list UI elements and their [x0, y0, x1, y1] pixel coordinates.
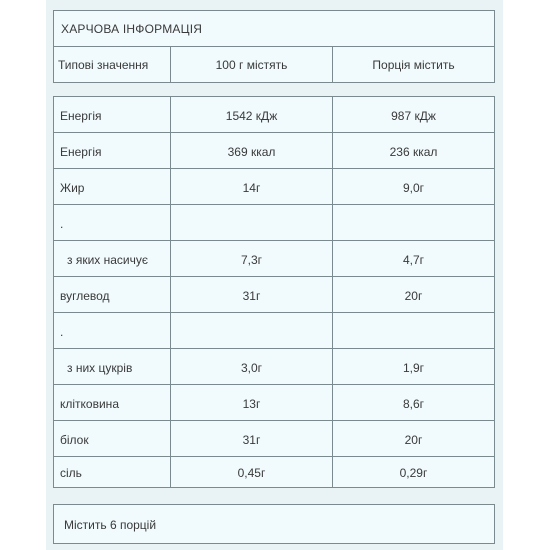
- nutrient-label: сіль: [60, 466, 82, 480]
- nutrient-label: .: [60, 217, 64, 231]
- column-header-per-100g: 100 г містять: [170, 47, 332, 82]
- nutrient-label: з яких насичує: [67, 253, 148, 267]
- value-per-100g: 7,3г: [170, 241, 332, 276]
- nutrition-title: ХАРЧОВА ІНФОРМАЦІЯ: [54, 11, 494, 47]
- value-per-portion: 4,7г: [332, 241, 494, 276]
- value-per-portion: 8,6г: [332, 385, 494, 420]
- value-per-100g: [170, 205, 332, 240]
- nutrition-table: [53, 96, 495, 488]
- value-per-portion: 236 ккал: [332, 133, 494, 168]
- table-row: [54, 457, 494, 487]
- value-per-portion: 9,0г: [332, 169, 494, 204]
- value-per-100g: 369 ккал: [170, 133, 332, 168]
- value-per-portion: 20г: [332, 421, 494, 456]
- table-row: [54, 349, 494, 385]
- table-row: [54, 313, 494, 349]
- table-row: [54, 169, 494, 205]
- nutrient-label: .: [60, 325, 64, 339]
- value-per-100g: 13г: [170, 385, 332, 420]
- column-header-per-portion: Порція містить: [332, 47, 494, 82]
- value-per-portion: 1,9г: [332, 349, 494, 384]
- value-per-100g: 1542 кДж: [170, 97, 332, 132]
- column-header-typical: Типові значення: [58, 58, 149, 72]
- nutrient-label: клітковина: [60, 397, 119, 411]
- value-per-portion: [332, 205, 494, 240]
- nutrient-label: Жир: [60, 181, 85, 195]
- nutrient-label: Енергія: [60, 145, 102, 159]
- servings-footer: [53, 504, 495, 544]
- nutrient-label: з них цукрів: [67, 361, 133, 375]
- table-row: [54, 133, 494, 169]
- table-row: [54, 97, 494, 133]
- value-per-portion: 0,29г: [332, 457, 494, 487]
- column-header-row: [54, 47, 494, 82]
- table-row: [54, 205, 494, 241]
- table-row: [54, 241, 494, 277]
- value-per-portion: 987 кДж: [332, 97, 494, 132]
- table-row: [54, 385, 494, 421]
- value-per-100g: [170, 313, 332, 348]
- nutrient-label: вуглевод: [60, 289, 110, 303]
- servings-text: Містить 6 порцій: [64, 518, 157, 532]
- value-per-portion: [332, 313, 494, 348]
- table-row: [54, 421, 494, 457]
- nutrient-label: білок: [60, 433, 89, 447]
- value-per-100g: 0,45г: [170, 457, 332, 487]
- nutrition-header: [53, 10, 495, 83]
- value-per-100g: 31г: [170, 421, 332, 456]
- table-row: [54, 277, 494, 313]
- value-per-portion: 20г: [332, 277, 494, 312]
- nutrient-label: Енергія: [60, 109, 102, 123]
- value-per-100g: 14г: [170, 169, 332, 204]
- value-per-100g: 3,0г: [170, 349, 332, 384]
- value-per-100g: 31г: [170, 277, 332, 312]
